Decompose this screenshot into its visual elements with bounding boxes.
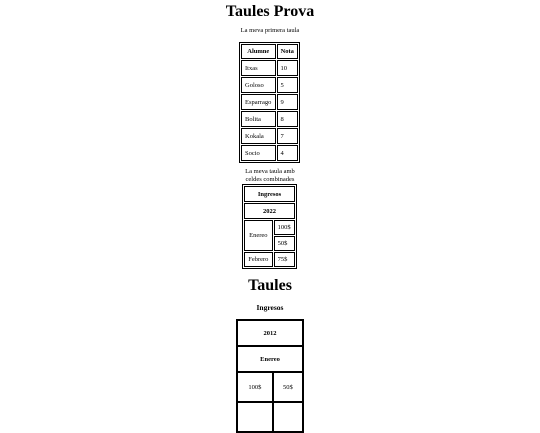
cell-nota: 7 [277, 128, 298, 144]
table2-caption: La meva taula amb celdes combinades [245, 168, 295, 183]
table-row [241, 145, 298, 161]
cell-alumne: Kokala [241, 128, 276, 144]
grades-table [239, 42, 300, 163]
table-row [241, 77, 298, 93]
cell-empty [273, 402, 303, 432]
cell-amount: 100$ [237, 372, 273, 402]
header-alumne: Alumne [241, 44, 276, 59]
header-ingresos: Ingresos [244, 186, 295, 202]
cell-alumne: Itxas [241, 60, 276, 76]
cell-nota: 4 [277, 145, 298, 161]
income-table [236, 319, 304, 433]
cell-empty [237, 402, 273, 432]
cell-amount: 100$ [274, 220, 295, 235]
cell-month: Enereo [244, 220, 273, 251]
table-header-row [244, 186, 295, 202]
merged-cells-table [242, 184, 297, 269]
table-row [244, 220, 295, 235]
table-row [241, 128, 298, 144]
table-header-row [244, 203, 295, 219]
table-header-row [241, 44, 298, 59]
section-title: Taules [248, 277, 292, 294]
table3-label: Ingresos [256, 303, 284, 312]
table-header-row [237, 346, 303, 372]
cell-alumne: Bolita [241, 111, 276, 127]
table1-caption: La meva primera taula [240, 27, 300, 34]
header-year: 2012 [237, 320, 303, 346]
header-nota: Nota [277, 44, 298, 59]
cell-nota: 8 [277, 111, 298, 127]
cell-nota: 10 [277, 60, 298, 76]
table-row [237, 372, 303, 402]
table-header-row [237, 320, 303, 346]
table-row [244, 252, 295, 267]
cell-alumne: Goloso [241, 77, 276, 93]
page-title: Taules Prova [225, 3, 315, 20]
table-row [237, 402, 303, 432]
table-row [241, 60, 298, 76]
cell-nota: 9 [277, 94, 298, 110]
table-row [241, 111, 298, 127]
cell-alumne: Esparrago [241, 94, 276, 110]
cell-month: Febrero [244, 252, 273, 267]
cell-alumne: Socio [241, 145, 276, 161]
cell-amount: 50$ [274, 236, 295, 251]
table-row [241, 94, 298, 110]
header-month: Enereo [237, 346, 303, 372]
header-year: 2022 [244, 203, 295, 219]
cell-amount: 75$ [274, 252, 295, 267]
cell-amount: 50$ [273, 372, 303, 402]
cell-nota: 5 [277, 77, 298, 93]
